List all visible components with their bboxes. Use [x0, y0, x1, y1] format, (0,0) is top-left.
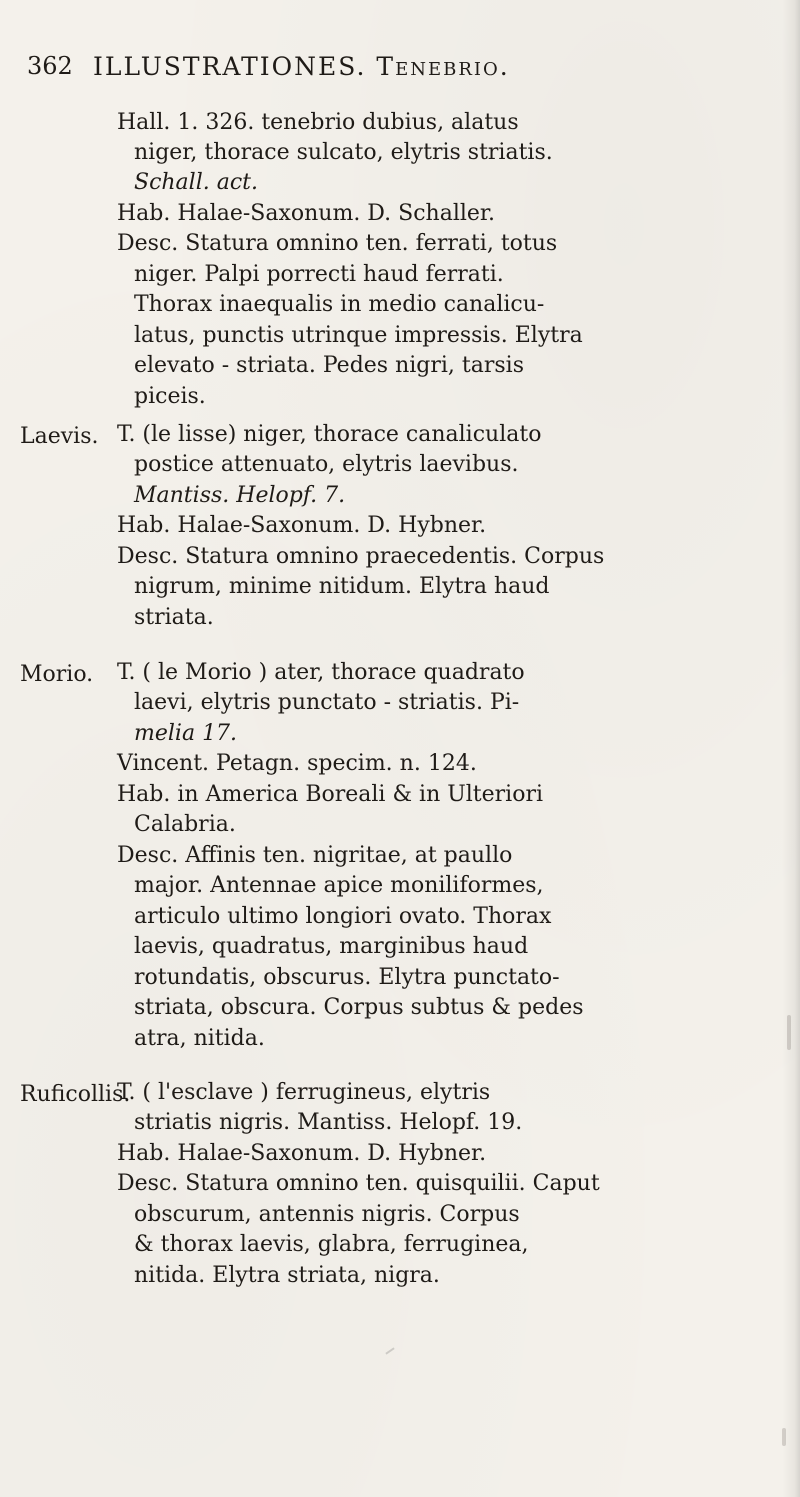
entry-line: Hab. Halae-Saxonum. D. Schaller. — [117, 201, 496, 226]
entry-line: Desc. Statura omnino ten. quisquilii. Caput — [117, 1171, 600, 1196]
entry-line: Desc. Statura omnino praecedentis. Corpus — [117, 544, 605, 569]
entry-line: Schall. act. — [134, 170, 259, 195]
entry-line: striata. — [134, 605, 214, 630]
entry-line: Thorax inaequalis in medio canalicu- — [134, 292, 545, 317]
entry-line: T. (le lisse) niger, thorace canaliculato — [117, 422, 542, 447]
entry-line: Calabria. — [134, 812, 236, 837]
page-number: 362 — [27, 52, 73, 80]
entry-line: T. ( l'esclave ) ferrugineus, elytris — [117, 1080, 491, 1105]
entry-line: postice attenuato, elytris laevibus. — [134, 452, 519, 477]
entry-line: melia 17. — [134, 721, 238, 746]
entry-line: Mantiss. Helopf. 7. — [134, 483, 346, 508]
page-speck — [385, 1347, 394, 1354]
entry-line: Desc. Affinis ten. nigritae, at paullo — [117, 843, 513, 868]
entry-line: striata, obscura. Corpus subtus & pedes — [134, 995, 584, 1020]
entry-label: Ruficollis. — [20, 1082, 131, 1107]
entry-label: Morio. — [20, 662, 94, 687]
entry-line: Hab. Halae-Saxonum. D. Hybner. — [117, 1141, 487, 1166]
running-header — [93, 52, 510, 81]
entry-line: nigrum, minime nitidum. Elytra haud — [134, 574, 550, 599]
page-smudge — [782, 1428, 786, 1446]
entry-line: Hab. in America Boreali & in Ulteriori — [117, 782, 544, 807]
entry-line: obscurum, antennis nigris. Corpus — [134, 1202, 520, 1227]
entry-line: major. Antennae apice moniliformes, — [134, 873, 544, 898]
entry-line: laevis, quadratus, marginibus haud — [134, 934, 529, 959]
entry-line: Desc. Statura omnino ten. ferrati, totus — [117, 231, 558, 256]
entry-line: latus, punctis utrinque impressis. Elytra — [134, 323, 583, 348]
entry-line: Hall. 1. 326. tenebrio dubius, alatus — [117, 110, 519, 135]
entry-line: elevato - striata. Pedes nigri, tarsis — [134, 353, 525, 378]
page-smudge — [787, 1015, 791, 1050]
entry-line: niger. Palpi porrecti haud ferrati. — [134, 262, 504, 287]
entry-line: & thorax laevis, glabra, ferruginea, — [134, 1232, 529, 1257]
page-edge-shadow — [782, 0, 800, 1497]
entry-line: laevi, elytris punctato - striatis. Pi- — [134, 690, 520, 715]
entry-line: striatis nigris. Mantiss. Helopf. 19. — [134, 1110, 523, 1135]
entry-line: rotundatis, obscurus. Elytra punctato- — [134, 965, 560, 990]
entry-label: Laevis. — [20, 424, 99, 449]
running-header-title: ILLUSTRATIONES. Tenebrio. — [93, 52, 510, 81]
entry-line: niger, thorace sulcato, elytris striatis. — [134, 140, 553, 165]
entry-line: nitida. Elytra striata, nigra. — [134, 1263, 440, 1288]
entry-line: atra, nitida. — [134, 1026, 265, 1051]
entry-line: piceis. — [134, 384, 206, 409]
entry-line: articulo ultimo longiori ovato. Thorax — [134, 904, 552, 929]
entry-line: Vincent. Petagn. specim. n. 124. — [117, 751, 477, 776]
entry-line: Hab. Halae-Saxonum. D. Hybner. — [117, 513, 487, 538]
entry-line: T. ( le Morio ) ater, thorace quadrato — [117, 660, 525, 685]
